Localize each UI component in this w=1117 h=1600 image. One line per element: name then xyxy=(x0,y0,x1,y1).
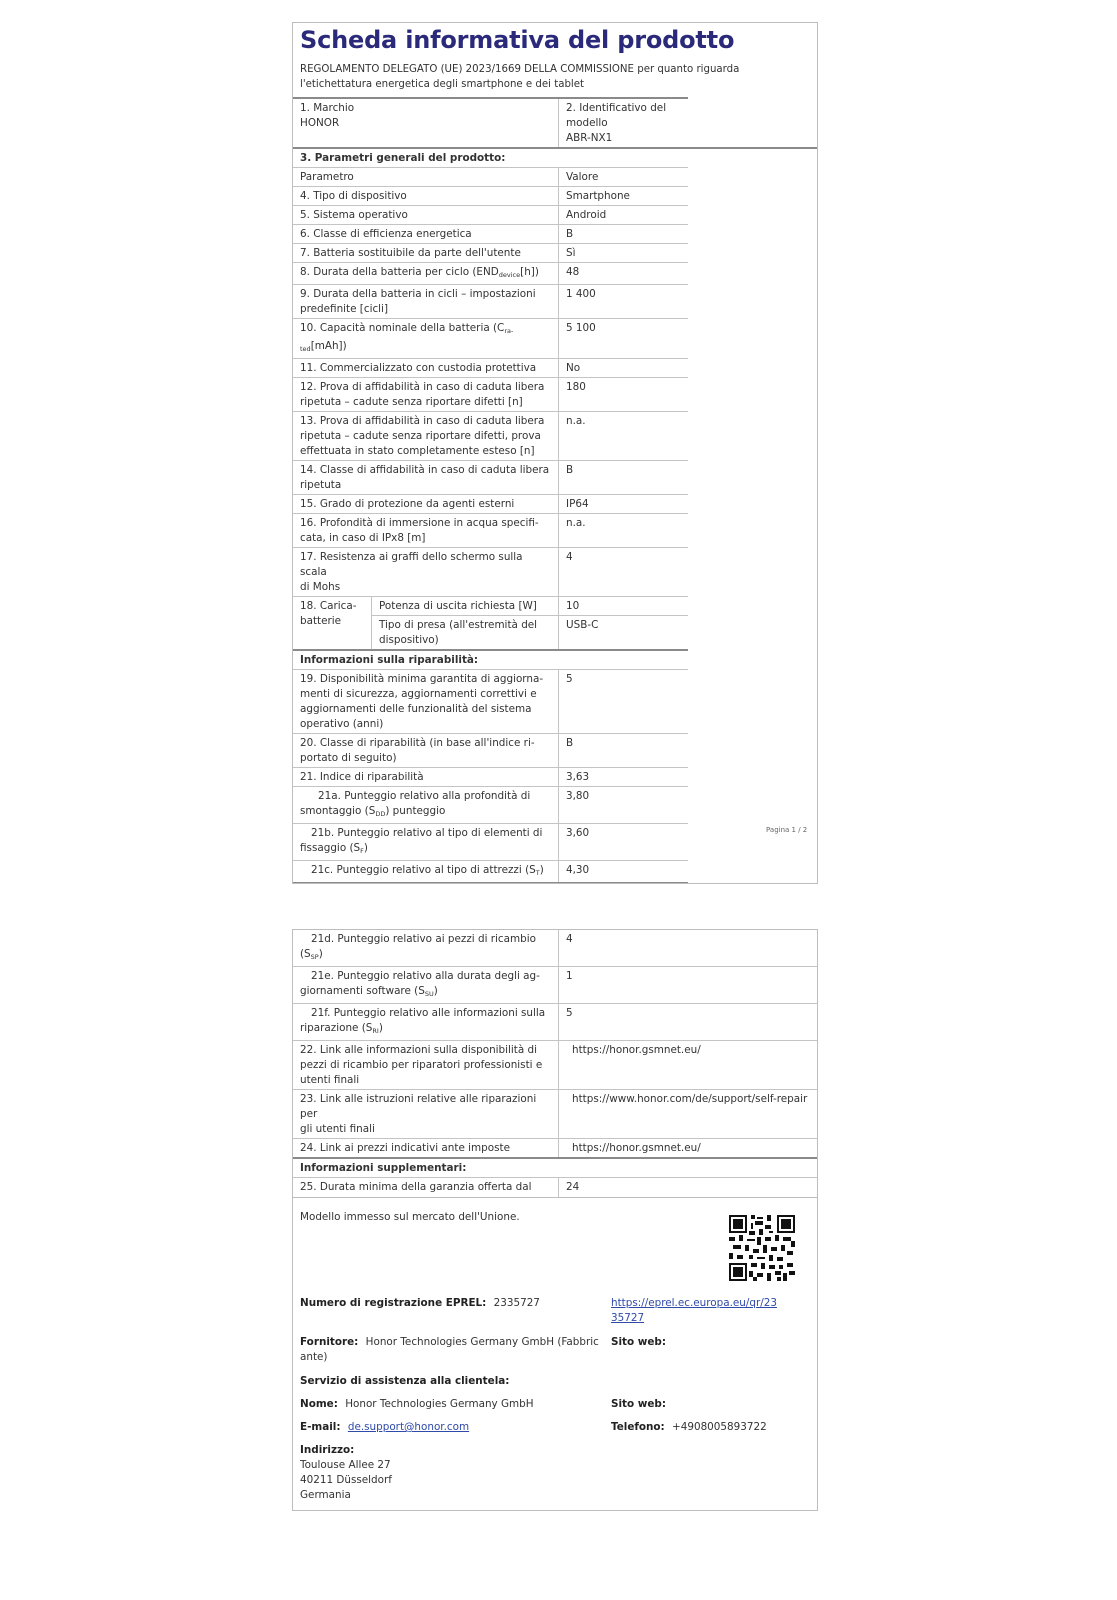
table-row xyxy=(293,285,817,319)
subscript: RI xyxy=(372,1027,379,1035)
row-label-text: predefinite [cicli] xyxy=(300,303,389,315)
table-row xyxy=(293,244,817,263)
product-info-table xyxy=(293,97,817,883)
table-header-row xyxy=(293,168,817,187)
eprel-info-box xyxy=(292,1197,818,1511)
eprel-label: Numero di registrazione EPREL: xyxy=(300,1297,487,1309)
row-label: 7. Batteria sostituibile da parte dell'utente xyxy=(293,244,559,263)
subscript: device xyxy=(498,271,521,279)
row-value: 3,80 xyxy=(559,787,688,824)
table-row xyxy=(293,824,817,861)
email-label: E-mail: xyxy=(300,1421,341,1433)
row-value: 10 xyxy=(559,597,688,616)
row-label xyxy=(293,734,559,768)
row-value: 5 100 xyxy=(559,319,688,359)
eprel-link[interactable] xyxy=(611,1296,777,1326)
spare-parts-link[interactable]: https://honor.gsmnet.eu/ xyxy=(559,1041,818,1090)
subtitle-line-1: REGOLAMENTO DELEGATO (UE) 2023/1669 DELLA COMMISSIONE per quanto riguarda xyxy=(300,64,740,75)
datasheet-page-1 xyxy=(292,22,818,884)
row-label xyxy=(293,670,559,734)
row-label-text: 16. Profondità di immersione in acqua specifi- xyxy=(300,517,539,529)
eprel-value: 2335727 xyxy=(493,1297,540,1309)
table-row-chargers xyxy=(293,597,817,651)
phone-row xyxy=(611,1420,767,1435)
row-label xyxy=(293,787,559,824)
eprel-number-row xyxy=(300,1296,540,1311)
row-label-text: (S xyxy=(300,948,311,960)
page-number: Pagina 1 / 2 xyxy=(766,826,808,834)
email-link[interactable]: de.support@honor.com xyxy=(347,1421,470,1433)
row-label-text: portato di seguito) xyxy=(300,752,397,764)
subscript: T xyxy=(535,869,540,877)
section-header-repair xyxy=(293,650,817,670)
table-row xyxy=(293,967,817,1004)
row-label xyxy=(293,548,559,597)
row-value: 180 xyxy=(559,378,688,412)
eprel-link-line-2[interactable]: 35727 xyxy=(611,1312,645,1324)
row-label: 6. Classe di efficienza energetica xyxy=(293,225,559,244)
customer-service-heading xyxy=(300,1374,509,1389)
row-value: B xyxy=(559,734,688,768)
row-label-text: giornamenti software (S xyxy=(300,985,425,997)
row-label-text: pezzi di ricambio per riparatori professionisti e xyxy=(300,1059,543,1071)
row-label-text: 21b. Punteggio relativo al tipo di elementi di xyxy=(311,827,543,839)
row-label xyxy=(293,285,559,319)
row-label-text: riparazione (S xyxy=(300,1022,373,1034)
service-name-row xyxy=(300,1397,534,1412)
eprel-link-line-1[interactable]: https://eprel.ec.europa.eu/qr/23 xyxy=(611,1297,777,1309)
name-label: Nome: xyxy=(300,1398,338,1410)
row-label-text: 19. Disponibilità minima garantita di aggiorna- xyxy=(300,673,544,685)
row-value: Smartphone xyxy=(559,187,688,206)
row-label-text: 21a. Punteggio relativo alla profondità di xyxy=(318,790,531,802)
row-label-text: ripetuta – cadute senza riportare difetti, prova xyxy=(300,430,541,442)
row-label-text: ) punteggio xyxy=(385,805,446,817)
row-label-text: 8. Durata della batteria per ciclo (END xyxy=(300,266,499,278)
table-row xyxy=(293,495,817,514)
table-row xyxy=(293,187,817,206)
supplier-label: Fornitore: xyxy=(300,1336,359,1348)
brand-value: HONOR xyxy=(300,117,340,129)
subscript: SU xyxy=(424,990,434,998)
table-row xyxy=(293,514,817,548)
brand-cell xyxy=(293,98,559,148)
subtitle-line-2: l'etichettatura energetica degli smartphone e dei tablet xyxy=(300,79,585,90)
table-row xyxy=(293,461,817,495)
charger-subrow-power xyxy=(293,597,558,616)
table-row xyxy=(293,930,817,967)
website-label-2: Sito web: xyxy=(611,1398,667,1410)
section-general-label: 3. Parametri generali del prodotto: xyxy=(293,148,817,168)
table-row xyxy=(293,1041,817,1090)
row-label-text: effettuata in stato completamente esteso [n] xyxy=(300,445,535,457)
row-value: 4 xyxy=(559,548,688,597)
row-label xyxy=(293,967,559,1004)
table-row xyxy=(293,1139,817,1159)
self-repair-link[interactable]: https://www.honor.com/de/support/self-repair xyxy=(559,1090,818,1139)
row-label: 4. Tipo di dispositivo xyxy=(293,187,559,206)
row-value: USB-C xyxy=(566,619,599,631)
row-label-text: 12. Prova di affidabilità in caso di caduta libera xyxy=(300,381,545,393)
table-row xyxy=(293,225,817,244)
table-row xyxy=(293,734,817,768)
row-value: 1 xyxy=(559,967,818,1004)
close-paren: ) xyxy=(433,985,438,997)
row-label-text: ripetuta – cadute senza riportare difetti [n] xyxy=(300,396,523,408)
row-label xyxy=(293,319,559,359)
phone-value: +4908005893722 xyxy=(672,1421,767,1433)
row-value: IP64 xyxy=(559,495,688,514)
row-label-text: 21c. Punteggio relativo al tipo di attrezzi (S xyxy=(311,864,536,876)
row-label xyxy=(293,1004,559,1041)
row-label-text: [h]) xyxy=(520,266,539,278)
row-label-text: 20. Classe di riparabilità (in base all'indice ri- xyxy=(300,737,535,749)
section-extra-label: Informazioni supplementari: xyxy=(293,1158,817,1178)
column-header-value: Valore xyxy=(559,168,688,187)
table-row xyxy=(293,861,817,883)
name-value: Honor Technologies Germany GmbH xyxy=(345,1398,534,1410)
table-row xyxy=(293,787,817,824)
row-label-text: cata, in caso di IPx8 [m] xyxy=(300,532,426,544)
charger-group-label xyxy=(293,597,372,649)
row-value: No xyxy=(559,359,688,378)
product-info-table-continued xyxy=(293,930,817,1211)
model-cell xyxy=(559,98,688,148)
row-label-text: 21f. Punteggio relativo alle informazioni sulla xyxy=(311,1007,546,1019)
row-value: 3,63 xyxy=(559,768,688,787)
datasheet-page-2 xyxy=(292,929,818,1212)
column-header-param: Parametro xyxy=(293,168,559,187)
row-label-text: fissaggio (S xyxy=(300,842,361,854)
section-repair-label: Informazioni sulla riparabilità: xyxy=(293,650,688,670)
row-value: Android xyxy=(559,206,688,225)
row-label-text: Tipo di presa (all'estremità del xyxy=(379,619,538,631)
row-value: 24 xyxy=(559,1178,818,1212)
row-label xyxy=(293,461,559,495)
table-row xyxy=(293,378,817,412)
table-row xyxy=(293,670,817,734)
row-label xyxy=(293,378,559,412)
close-paren: ) xyxy=(539,864,544,876)
close-paren: ) xyxy=(363,842,368,854)
row-value: 4 xyxy=(566,933,573,945)
charger-cell xyxy=(293,597,559,651)
row-label-text: 21d. Punteggio relativo ai pezzi di ricambio xyxy=(311,933,536,945)
subscript: DD xyxy=(375,810,386,818)
table-row xyxy=(293,412,817,461)
row-label xyxy=(293,824,559,861)
document-title: Scheda informativa del prodotto xyxy=(300,26,735,54)
charger-subtable xyxy=(293,597,558,649)
table-row xyxy=(293,768,817,787)
row-value: 3,60 xyxy=(559,824,688,861)
row-value: Sì xyxy=(559,244,688,263)
row-label: 5. Sistema operativo xyxy=(293,206,559,225)
table-row xyxy=(293,206,817,225)
row-label-text: 14. Classe di affidabilità in caso di caduta libera xyxy=(300,464,550,476)
row-label xyxy=(293,514,559,548)
row-label-text: smontaggio (S xyxy=(300,805,376,817)
subscript: ra- xyxy=(504,327,514,335)
row-label-text: di Mohs xyxy=(300,581,341,593)
table-row xyxy=(293,548,817,597)
qr-code-icon[interactable] xyxy=(729,1215,795,1281)
row-value: B xyxy=(559,225,688,244)
model-label: 2. Identificativo del modello xyxy=(566,102,667,129)
row-label-text: 22. Link alle informazioni sulla disponibilità di xyxy=(300,1044,538,1056)
row-label-text: aggiornamenti delle funzionalità del sistema xyxy=(300,703,532,715)
row-label-text: menti di sicurezza, aggiornamenti correttivi e xyxy=(300,688,537,700)
row-label xyxy=(293,930,559,967)
table-row xyxy=(293,1004,817,1041)
row-value: B xyxy=(559,461,688,495)
email-row xyxy=(300,1420,469,1435)
row-value: 4,30 xyxy=(559,861,688,883)
address-label: Indirizzo: xyxy=(300,1444,355,1456)
row-label-text: 23. Link alle istruzioni relative alle riparazioni per xyxy=(300,1093,537,1120)
section-header-general xyxy=(293,148,817,168)
supplier-value-line-1: Honor Technologies Germany GmbH (Fabbric xyxy=(365,1336,599,1348)
model-value: ABR-NX1 xyxy=(566,132,613,144)
section-header-extra xyxy=(293,1158,817,1178)
row-label-text: ripetuta xyxy=(300,479,342,491)
row-label: Potenza di uscita richiesta [W] xyxy=(379,600,537,612)
row-label-text: 21e. Punteggio relativo alla durata degli ag- xyxy=(311,970,540,982)
row-label-text: 25. Durata minima della garanzia offerta dal xyxy=(300,1181,532,1193)
row-value: 5 xyxy=(559,670,688,734)
supplier-website xyxy=(611,1335,666,1350)
row-label-text: 9. Durata della batteria in cicli – impostazioni xyxy=(300,288,536,300)
phone-label: Telefono: xyxy=(611,1421,665,1433)
subscript: SP xyxy=(310,953,319,961)
row-label-text: dispositivo) xyxy=(379,634,439,646)
row-label: 21. Indice di riparabilità xyxy=(293,768,559,787)
service-website xyxy=(611,1397,666,1412)
row-label-text: 18. Carica- xyxy=(300,600,357,612)
row-label-text: 10. Capacità nominale della batteria (C xyxy=(300,322,505,334)
supplier-row xyxy=(300,1335,599,1365)
row-label-text: [mAh]) xyxy=(310,340,347,352)
close-paren: ) xyxy=(378,1022,383,1034)
row-label-text: operativo (anni) xyxy=(300,718,384,730)
market-text: Modello immesso sul mercato dell'Unione. xyxy=(300,1211,520,1223)
row-label xyxy=(293,263,559,285)
row-label-text: utenti finali xyxy=(300,1074,360,1086)
row-label: 15. Grado di protezione da agenti esterni xyxy=(293,495,559,514)
row-value: 48 xyxy=(559,263,688,285)
row-value: n.a. xyxy=(559,514,688,548)
service-label: Servizio di assistenza alla clientela: xyxy=(300,1375,510,1387)
row-label: 24. Link ai prezzi indicativi ante imposte xyxy=(293,1139,559,1159)
row-label xyxy=(293,1041,559,1090)
row-label xyxy=(372,616,559,650)
row-label-text: batterie xyxy=(300,615,342,627)
regulation-subtitle xyxy=(293,56,817,97)
table-row xyxy=(293,263,817,285)
address-line-2: 40211 Düsseldorf xyxy=(300,1474,392,1486)
row-label xyxy=(293,861,559,883)
table-row xyxy=(293,1090,817,1139)
website-label: Sito web: xyxy=(611,1336,667,1348)
table-row-brand-model xyxy=(293,98,817,148)
brand-label: 1. Marchio xyxy=(300,102,355,114)
row-value: 5 xyxy=(559,1004,818,1041)
prices-link[interactable]: https://honor.gsmnet.eu/ xyxy=(559,1139,818,1159)
row-value: 1 400 xyxy=(559,285,688,319)
row-label: 11. Commercializzato con custodia protettiva xyxy=(293,359,559,378)
address-block xyxy=(300,1443,392,1503)
supplier-value-line-2: ante) xyxy=(300,1351,328,1363)
address-line-3: Germania xyxy=(300,1489,351,1501)
subscript: ted xyxy=(300,345,311,353)
subscript: F xyxy=(360,847,364,855)
row-label xyxy=(293,1090,559,1139)
address-line-1: Toulouse Allee 27 xyxy=(300,1459,391,1471)
row-value: n.a. xyxy=(559,412,688,461)
row-label-text: 17. Resistenza ai graffi dello schermo sulla scala xyxy=(300,551,523,578)
close-paren: ) xyxy=(318,948,323,960)
row-label-text: gli utenti finali xyxy=(300,1123,375,1135)
table-row xyxy=(293,319,817,359)
charger-values-cell xyxy=(559,597,688,651)
row-label xyxy=(293,412,559,461)
row-label-text: 13. Prova di affidabilità in caso di caduta libera xyxy=(300,415,545,427)
table-row xyxy=(293,359,817,378)
